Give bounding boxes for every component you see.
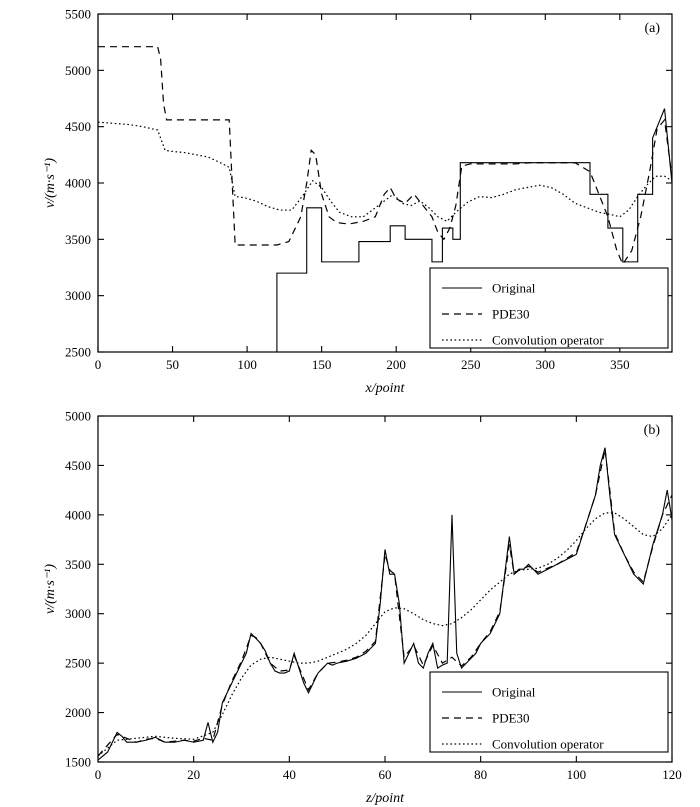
x-tick-label: 100 [237,357,257,372]
y-tick-label: 2000 [65,705,91,721]
y-tick-label: 5000 [65,408,91,424]
svg-text:v/(m·s⁻¹): v/(m·s⁻¹) [43,157,58,209]
legend-label: Original [492,684,536,700]
x-tick-label: 120 [662,767,682,782]
panel-b [0,400,700,807]
y-tick-label: 3500 [65,231,91,247]
legend-label: PDE30 [492,710,530,726]
y-axis-label [43,564,58,614]
legend-label: Original [492,280,536,296]
x-tick-label: 250 [460,357,481,372]
y-axis-label [43,158,58,208]
y-tick-label: 4500 [65,119,91,135]
x-axis-label: x/point [365,381,405,396]
panel-a [0,0,700,400]
legend-label: PDE30 [492,306,530,322]
legend-label: Convolution operator [492,736,604,752]
x-tick-label: 200 [386,357,406,372]
x-tick-label: 0 [94,357,102,372]
y-tick-label: 2500 [65,344,91,360]
y-tick-label: 4000 [65,175,91,191]
y-tick-label: 4500 [65,457,91,473]
y-tick-label: 5000 [65,62,91,78]
x-tick-label: 80 [474,767,488,782]
x-tick-label: 40 [282,767,296,782]
y-tick-label: 2500 [65,655,91,671]
x-tick-label: 0 [94,767,102,782]
panel-a-plot [0,0,700,400]
x-tick-label: 300 [535,357,556,372]
x-tick-label: 350 [610,357,630,372]
panel-label: (b) [643,423,660,438]
x-tick-label: 20 [187,767,201,782]
panel-b-plot [0,400,700,807]
y-tick-label: 4000 [65,507,91,523]
y-tick-label: 1500 [65,754,91,770]
svg-text:v/(m·s⁻¹): v/(m·s⁻¹) [43,563,58,615]
panel-label: (a) [644,21,660,36]
x-tick-label: 50 [166,357,180,372]
x-axis-label: z/point [365,791,405,806]
x-tick-label: 100 [566,767,587,782]
y-tick-label: 3500 [65,556,91,572]
y-tick-label: 3000 [65,606,91,622]
series-line [98,47,672,264]
y-tick-label: 5500 [65,6,91,22]
x-tick-label: 60 [378,767,392,782]
x-tick-label: 150 [311,357,332,372]
y-tick-label: 3000 [65,288,91,304]
series-line [98,122,672,221]
legend-label: Convolution operator [492,332,604,348]
